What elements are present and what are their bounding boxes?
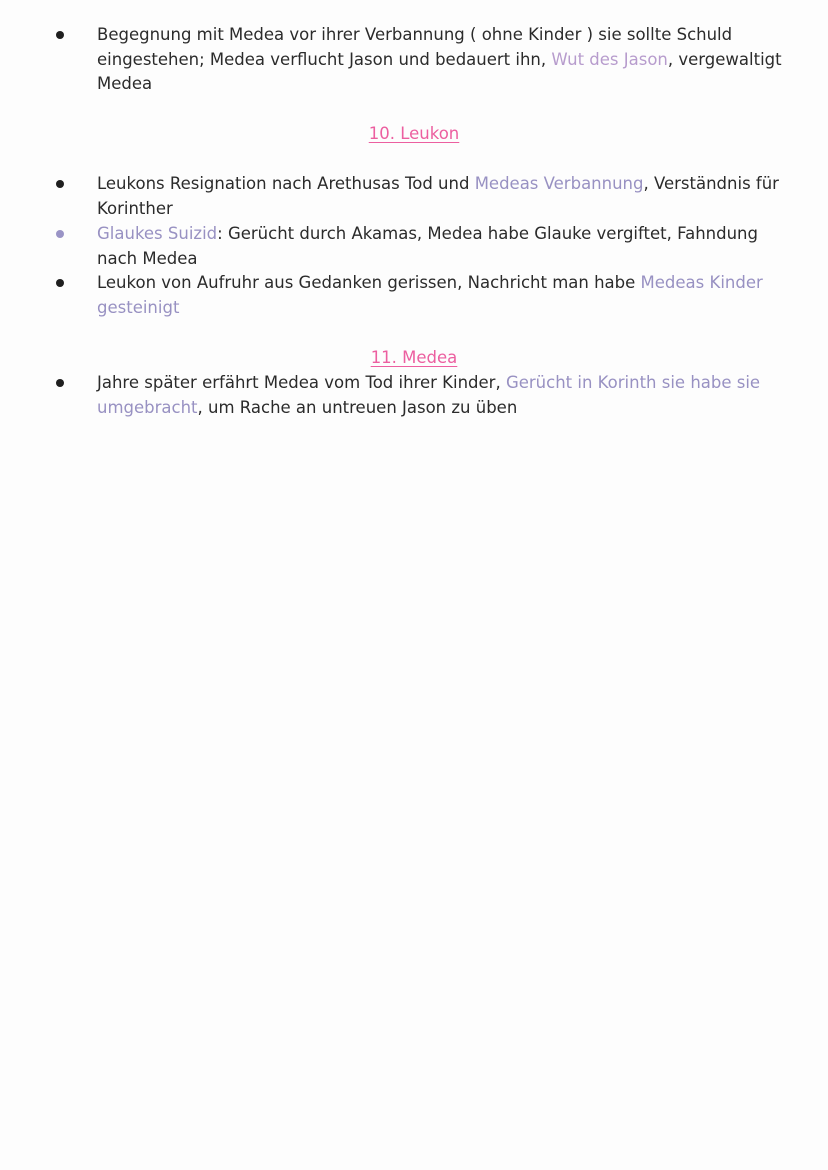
bullet-icon bbox=[56, 379, 64, 387]
highlighted-phrase: Wut des Jason bbox=[551, 49, 668, 69]
bullet-icon bbox=[56, 230, 64, 238]
highlighted-phrase: Glaukes Suizid bbox=[97, 224, 218, 243]
section-heading: 11. Medea bbox=[370, 348, 458, 367]
item-text: , Verständnis für Korinther bbox=[97, 174, 779, 218]
list-item bbox=[97, 222, 797, 271]
item-text: Jahre später erfährt Medea vom Tod ihrer Kinder, bbox=[97, 373, 506, 392]
list-item bbox=[97, 371, 797, 420]
bullet-icon bbox=[56, 31, 64, 39]
item-text: Begegnung mit Medea vor ihrer Verbannung ( ohne Kinder ) sie sollte Schuld eingestehen; Medea verflucht Jason und bedauert ihn, bbox=[97, 25, 733, 69]
bullet-icon bbox=[56, 180, 64, 188]
list-item bbox=[97, 271, 797, 320]
highlighted-phrase: Medeas Verbannung bbox=[474, 174, 644, 193]
bullet-icon bbox=[56, 279, 64, 287]
highlighted-phrase: Medeas Kinder gesteinigt bbox=[97, 273, 763, 317]
list-item bbox=[97, 172, 797, 221]
section-heading: 10. Leukon bbox=[368, 124, 460, 143]
item-text: : Gerücht durch Akamas, Medea habe Glauke vergiftet, Fahndung nach Medea bbox=[97, 224, 758, 268]
item-text: Leukon von Aufruhr aus Gedanken gerissen, Nachricht man habe bbox=[97, 273, 641, 292]
item-text: Leukons Resignation nach Arethusas Tod und bbox=[97, 174, 475, 193]
highlighted-phrase: Gerücht in Korinth sie habe sie umgebracht bbox=[97, 373, 761, 417]
item-text: , um Rache an untreuen Jason zu üben bbox=[197, 397, 518, 417]
item-text: , vergewaltigt Medea bbox=[97, 49, 782, 93]
list-item bbox=[97, 23, 797, 97]
